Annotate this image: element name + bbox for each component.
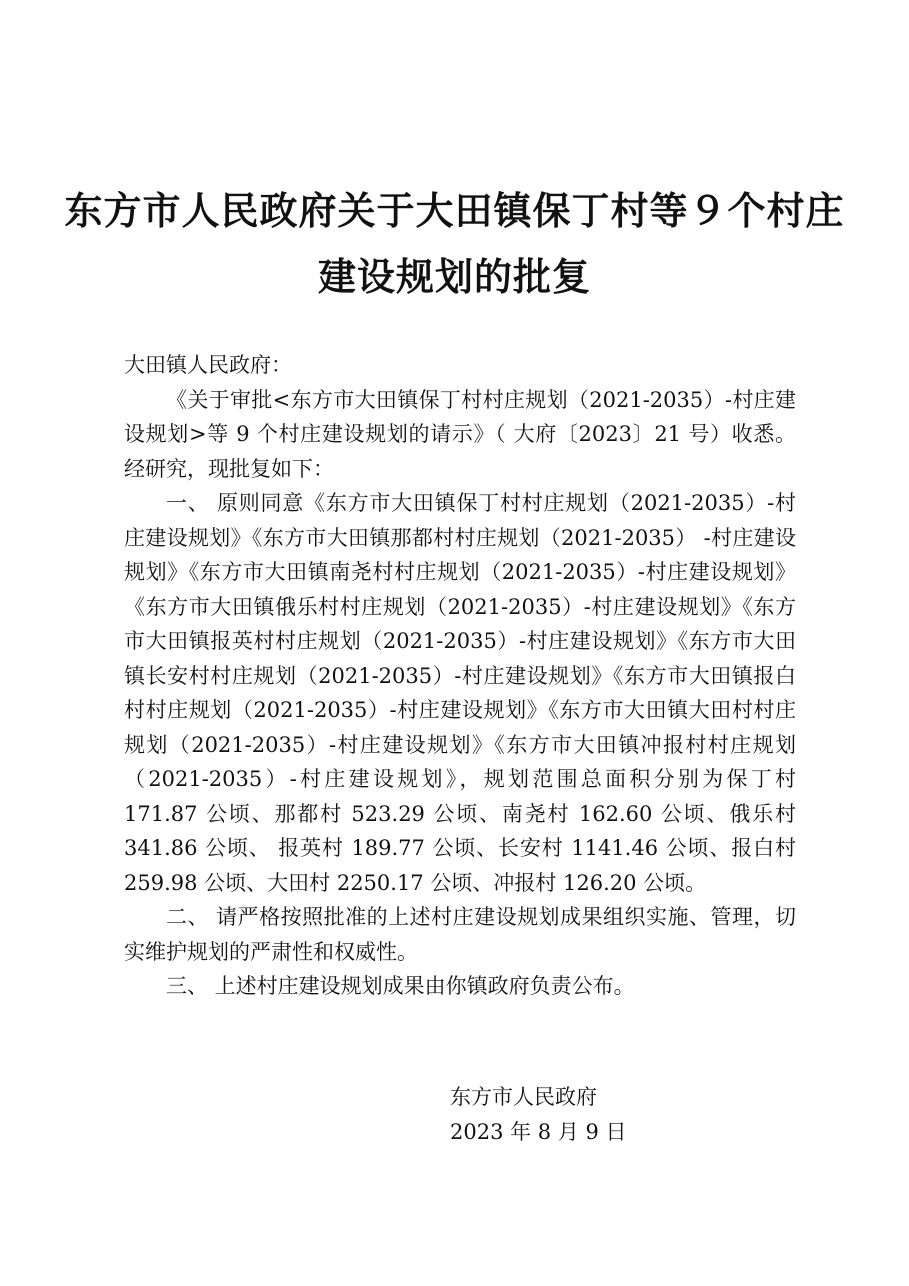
paragraph-publication: 三、 上述村庄建设规划成果由你镇政府负责公布。 [166, 974, 635, 998]
document-title-line1: 东方市人民政府关于大田镇保丁村等９个村庄 [64, 188, 845, 233]
paragraph-approval: 一、 原则同意《东方市大田镇保丁村村庄规划（2021-2035）-村庄建设规划》《东方市大田镇那都村村庄规划（2021-2035） -村庄建设规划》《东方市大田镇南尧村村庄规划（2021-2035）-村庄建设规划》《东方市大田镇俄乐村村庄规划（2021-2035）-村庄建设规划》《东方市大田镇报英村村庄规划（2021-2035）-村庄建设规划》《东方市大田镇长安村村庄规划（2021-2035）-村庄建设规划》《东方市大田镇报白村村庄规划（2021-2035）-村庄建设规划》《东方市大田镇大田村村庄规划（2021-2035）-村庄建设规划》《东方市大田镇冲报村村庄规划（2021-2035）-村庄建设规划》，规划范围总面积分别为保丁村 171.87 公顷、那都村 523.29 公顷、南尧村 162.60 公顷、俄乐村 341.86 公顷、 报英村 189.77 公顷、长安村 1141.46 公顷、报白村 259.98 公顷、大田村 2250.17 公顷、冲报村 126.20 公顷。 [124, 491, 796, 895]
issue-date: 2023 年 8 月 9 日 [450, 1120, 627, 1144]
document-body [124, 348, 796, 1004]
salutation: 大田镇人民政府： [124, 353, 292, 377]
paragraph-request: 《关于审批<东方市大田镇保丁村村庄规划（2021-2035）-村庄建设规划>等 9 个村庄建设规划的请示》（ 大府〔2023〕21 号）收悉。经研究，现批复如下： [124, 387, 796, 481]
document-title-line2: 建设规划的批复 [317, 254, 591, 299]
paragraph-implementation: 二、 请严格按照批准的上述村庄建设规划成果组织实施、管理，切实维护规划的严肃性和权威性。 [124, 905, 796, 964]
signature-block [450, 1080, 627, 1150]
issuer-name: 东方市人民政府 [450, 1085, 597, 1109]
